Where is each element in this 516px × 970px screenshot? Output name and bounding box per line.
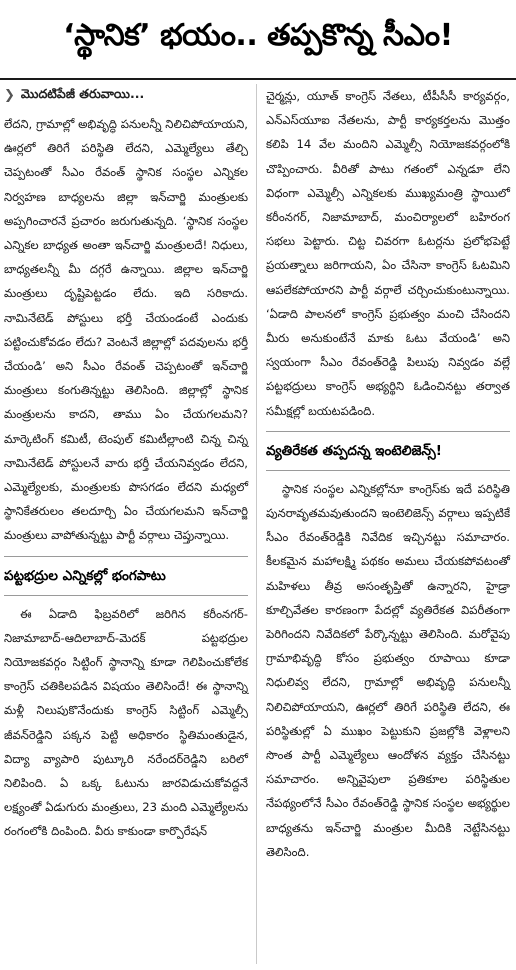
subhead-bottom-rule — [266, 470, 510, 471]
left-paragraph-1: లేదని, గ్రామాల్లో అభివృద్ధి పనులన్నీ నిలిచిపోయాయని, ఊర్లలో తిరిగే పరిస్థితి లేదని, ఎమ్మెల్యేలు తేల్చి చెప్పటంతో సీఎం రేవంత్ స్థానిక సంస్థల ఎన్నికల నిర్వహణ బాధ్యలను జిల్లా ఇన్‌చార్జి మంత్రులకు అప్పగించారనే ప్రచారం జరుగుతున్నది. ‘స్థానిక సంస్థల ఎన్నికల బాధ్యత అంతా ఇన్‌చార్జి మంత్రులదే! నిధులు, బాధ్యతలన్నీ మీ దగ్గరే ఉన్నాయి. జిల్లాల ఇన్‌చార్జి మంత్రులు దృష్టిపెట్టడం లేదు. ఇది సరికాదు. నామినేటెడ్ పోస్టులు భర్తీ చేయండంటే ఎందుకు పట్టించుకోవడం లేదు? వెంటనే జిల్లాల్లో పదవులను భర్తీ చేయండి’ అని సీఎం రేవంత్ చెప్పటంతో ఇన్‌చార్జి మంత్రులు కంగుతిన్నట్టు తెలిసింది. జిల్లాల్లో స్థానిక మంత్రులను కాదని, తాము ఏం చేయగలమని? మార్కెటింగ్ కమిటీ, టెంపుల్ కమిటీల్లాంటి చిన్న చిన్న నామినేటెడ్ పోస్టులనే వారు భర్తీ చేయనివ్వడం లేదని, ఎమ్మెల్యేలకు, మంత్రులకు పొసగడం లేదని మధ్యలో స్థానికేతరులం తలదూర్చి ఏం చేయగలమని ఇన్‌చార్జి మంత్రులు వాపోతున్నట్టు పార్టీ వర్గాలు చెప్తున్నాయి. — [4, 117, 248, 543]
subhead-intelligence: వ్యతిరేకత తప్పదన్న ఇంటెలిజెన్స్! — [266, 443, 442, 460]
subhead-top-rule — [266, 431, 510, 432]
headline: ‘స్థానిక’ భయం.. తప్పకొన్న సీఎం! — [63, 18, 453, 53]
right-paragraph-1: చైర్మన్లు, యూత్ కాంగ్రెస్ నేతలు, టీపీసీసీ కార్యవర్గం, ఎన్‌ఎస్‌యూఐ నేతలను, పార్టీ కార్యకర్తలను మొత్తం కలిపి 14 వేల మందిని ఎమ్మెల్సీ నియోజకవర్గంలోకి చొప్పించారు. వీరితో పాటు గతంలో ఎన్నడూ లేని విధంగా ఎమ్మెల్సీ ఎన్నికలకు ముఖ్యమంత్రి స్థాయిలో కరీంనగర్, నిజామాబాద్, మంచిర్యాలలో బహిరంగ సభలు పెట్టారు. చిట్ట చివరగా ఓటర్లను ప్రలోభపెట్టే ప్రయత్నాలు జరిగాయని, ఏం చేసినా కాంగ్రెస్ ఓటమిని ఆపలేకపోయారని పార్టీ వర్గాలే చర్చించుకుంటున్నాయి. ‘ఏడాది పాలనలో కాంగ్రెస్ ప్రభుత్వం మంచి చేసిందని మీరు అనుకుంటేనే మాకు ఓటు వేయండి’ అని స్వయంగా సీఎం రేవంత్‌రెడ్డి పిలుపు నివ్వడం వల్లే పట్టభద్రులు కాంగ్రెస్ అభ్యర్థిని ఓడించినట్టు తర్వాత సమీక్షల్లో బయటపడింది. — [266, 89, 510, 418]
column-divider — [256, 84, 257, 964]
chevron-right-icon: ❯ — [4, 87, 15, 103]
subhead-top-rule — [4, 556, 248, 557]
left-column — [4, 84, 248, 844]
left-paragraph-2: ఈ ఏడాది ఫిబ్రవరిలో జరిగిన కరీంనగర్-నిజామాబాద్-ఆదిలాబాద్-మెదక్ పట్టభద్రుల నియోజకవర్గం సిట్టింగ్ స్థానాన్ని కూడా గెలిపించుకోలేక కాంగ్రెస్ చతికిలపడిన విషయం తెలిసిందే! ఈ స్థానాన్ని మళ్లీ నిలుపుకొనేందుకు కాంగ్రెస్ సిట్టింగ్ ఎమ్మెల్సీ జీవన్‌రెడ్డిని పక్కన పెట్టి అధికారం స్థితిమంతుడైన, విద్యా వ్యాపారి పుట్కూరి నరేందర్‌రెడ్డిని బరిలో నిలిపింది. ఏ ఒక్క ఓటును జారవిడుచుకోవద్దనే లక్ష్యంతో ఏడుగురు మంత్రులు, 23 మంది ఎమ్మెల్యేలను రంగంలోకి దింపింది. వీరు కాకుండా కార్పొరేషన్ — [4, 606, 248, 839]
subhead-bottom-rule — [4, 595, 248, 596]
headline-rule — [0, 78, 516, 80]
right-column — [266, 84, 510, 864]
right-paragraph-2: స్థానిక సంస్థల ఎన్నికల్లోనూ కాంగ్రెస్‌కు ఇదే పరిస్థితి పునరావృతమవుతుందని ఇంటెలిజెన్స్ వర్గాలు ఇప్పటికే సీఎం రేవంత్‌రెడ్డికి నివేదిక ఇచ్చినట్టు సమాచారం. కీలకమైన మహాలక్ష్మి పథకం అమలు చేయకపోవటంతో మహిళలు తీవ్ర అసంతృప్తితో ఉన్నారని, హైడ్రా కూల్చివేతల కారణంగా పేదల్లో వ్యతిరేకత విపరీతంగా పెరిగిందని నివేదికలో పేర్కొన్నట్టు తెలిసింది. మరోవైపు గ్రామాభివృద్ధి కోసం ప్రభుత్వం రూపాయి కూడా నిధులివ్వ లేదని, గ్రామాల్లో అభివృద్ధి పనులన్నీ నిలిచిపోయాయని, ఊర్లలో తిరిగే పరిస్థితి లేదని, ఈ పరిస్థితుల్లో ఏ ముఖం పెట్టుకుని ప్రజల్లోకి వెళ్లాలని సొంత పార్టీ ఎమ్మెల్యేలు ఆందోళన వ్యక్తం చేసినట్టు సమాచారం. అన్నివైపులా ప్రతికూల పరిస్థితుల నేపథ్యంలోనే సీఎం రేవంత్‌రెడ్డి స్థానిక సంస్థల అభ్యర్థుల బాధ్యతను ఇన్‌చార్జి మంత్రుల మీదికి నెట్టేసినట్టు తెలిసింది. — [266, 481, 510, 859]
kicker-text: మొదటిపేజీ తరువాయి... — [20, 85, 145, 101]
subhead-graduates-election: పట్టభద్రుల ఎన్నికల్లో భంగపాటు — [4, 568, 166, 585]
continuation-kicker — [4, 86, 248, 104]
